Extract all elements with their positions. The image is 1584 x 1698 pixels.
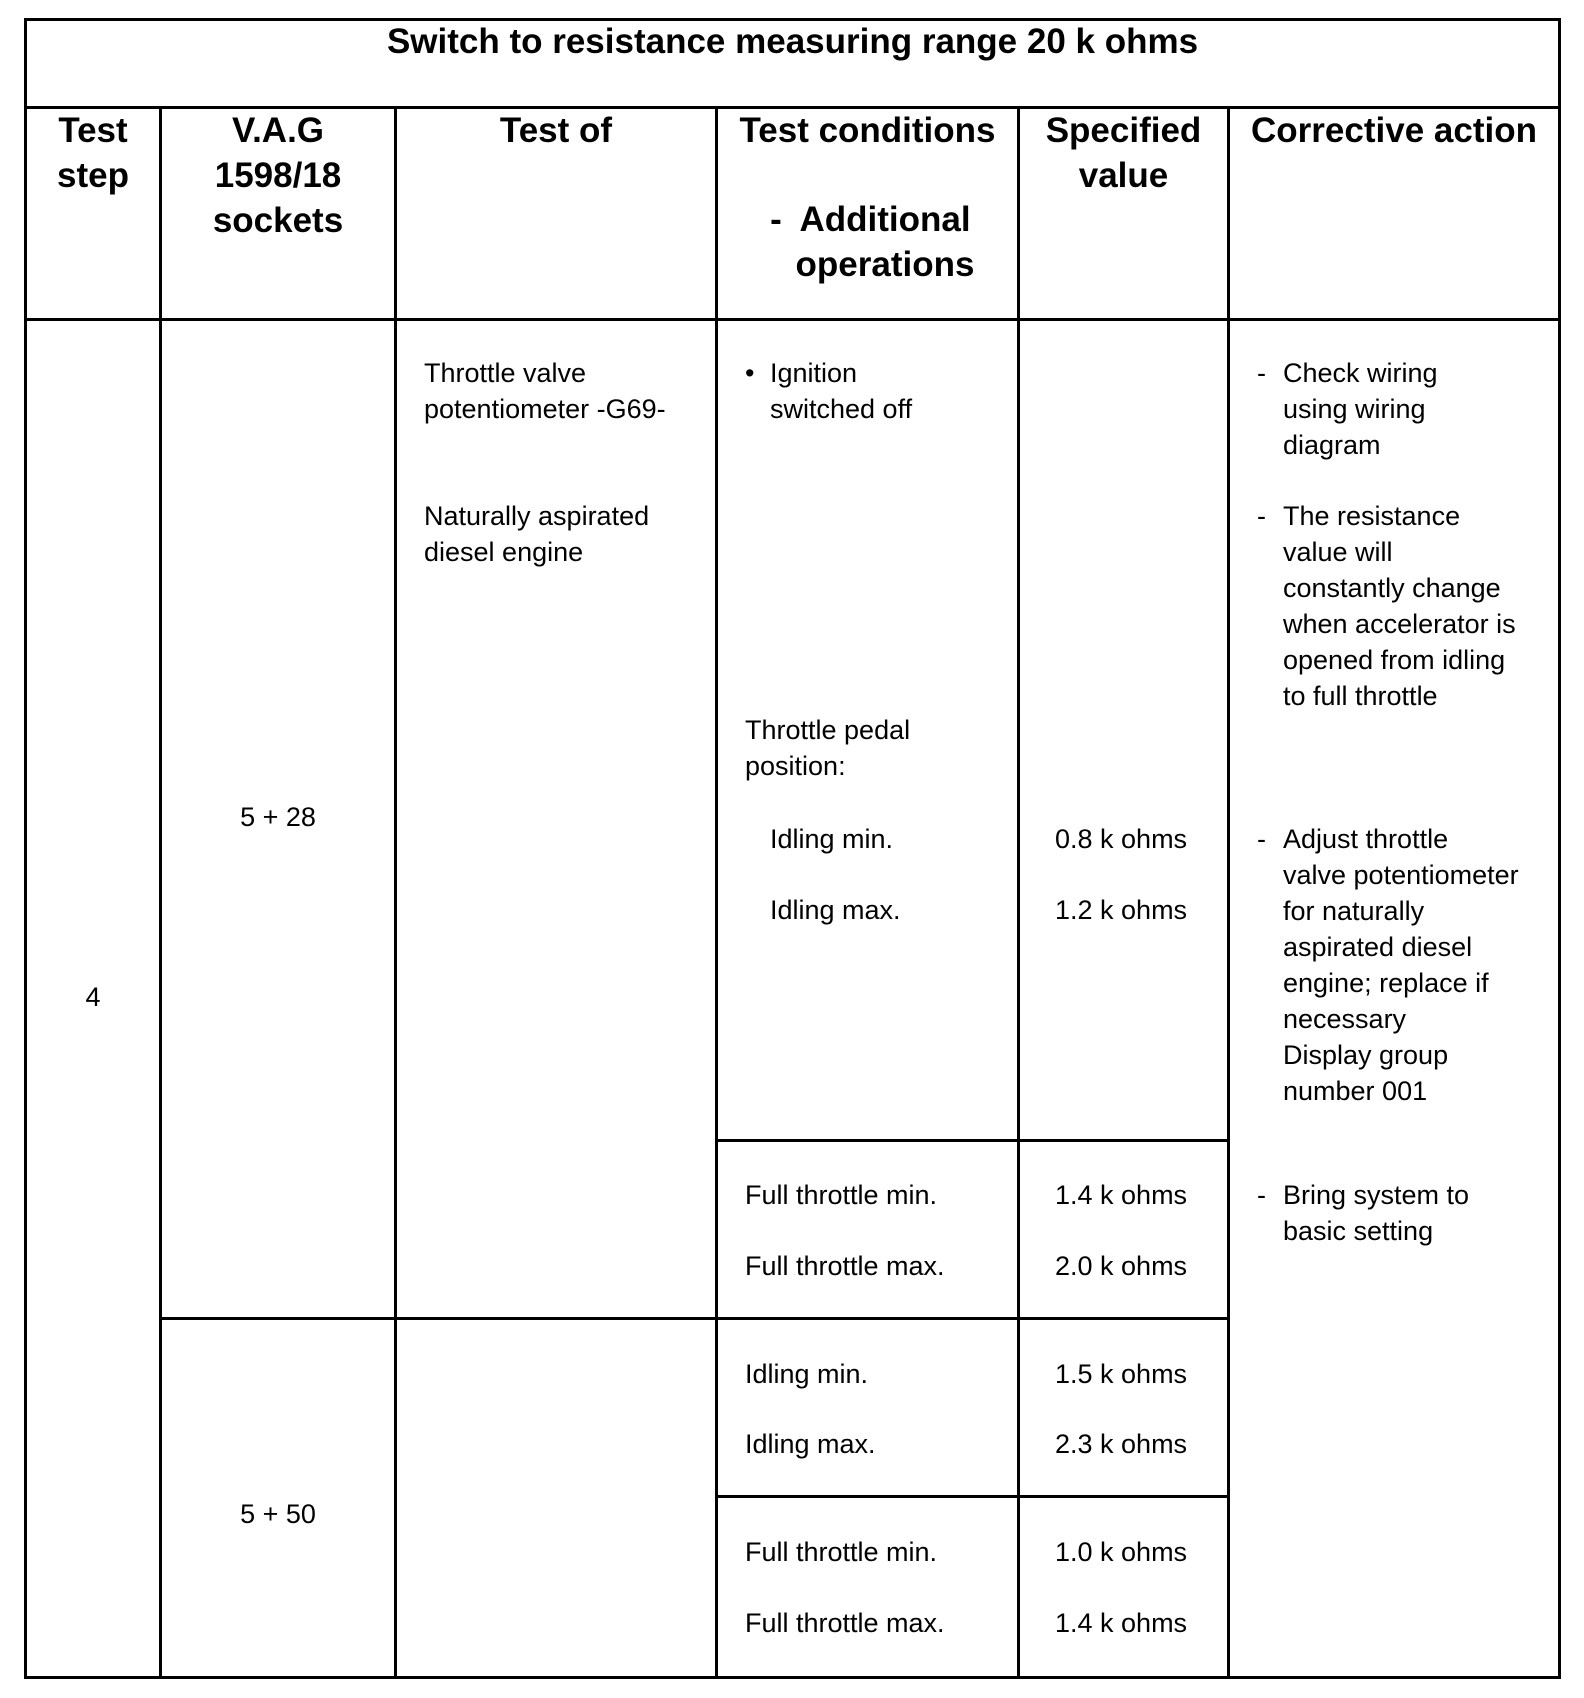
corrective-dash-2: - [1257, 501, 1266, 531]
test-of-engine: Naturally aspirated diesel engine [424, 501, 650, 567]
condition-full-max-g1: Full throttle max. [745, 1251, 945, 1281]
condition-ignition: Ignition switched off [770, 358, 913, 424]
table-border-left [24, 18, 27, 1679]
header-test-step: Test step [57, 111, 129, 195]
corrective-action-4: Bring system to basic setting [1283, 1180, 1470, 1246]
corrective-dash-1: - [1257, 358, 1266, 388]
condition-idle-min-g1: Idling min. [770, 824, 894, 854]
column-divider-1 [159, 106, 162, 1679]
condition-bullet: • [745, 358, 755, 388]
sockets-group-2: 5 + 50 [240, 1499, 316, 1529]
row-divider-full-throttle-1 [715, 1139, 1230, 1142]
value-full-min-g2: 1.0 k ohms [1055, 1537, 1188, 1567]
condition-pedal-position: Throttle pedal position: [745, 715, 911, 781]
column-divider-3 [715, 106, 718, 1679]
corrective-dash-4: - [1257, 1180, 1266, 1210]
header-divider-bottom [24, 318, 1561, 321]
table-border-bottom [24, 1676, 1561, 1679]
header-sockets: V.A.G 1598/18 sockets [212, 111, 344, 240]
corrective-action-2: The resistance value will constantly change when accelerator is opened from idling to full throttle [1283, 501, 1516, 711]
header-test-of: Test of [499, 111, 613, 150]
condition-full-min-g2: Full throttle min. [745, 1537, 938, 1567]
column-divider-5 [1227, 106, 1230, 1679]
header-conditions-dash: - [770, 200, 782, 239]
value-idle-min-g2: 1.5 k ohms [1055, 1359, 1188, 1389]
value-full-max-g2: 1.4 k ohms [1055, 1608, 1188, 1638]
condition-full-min-g1: Full throttle min. [745, 1180, 938, 1210]
row-divider-full-throttle-2 [715, 1495, 1230, 1498]
corrective-dash-3: - [1257, 824, 1266, 854]
header-additional-operations: Additional operations [795, 200, 975, 284]
condition-idle-min-g2: Idling min. [745, 1359, 869, 1389]
column-divider-4 [1017, 106, 1020, 1679]
table-title: Switch to resistance measuring range 20 k ohms [386, 22, 1199, 61]
row-divider-group-2 [159, 1317, 1230, 1320]
value-idle-max-g1: 1.2 k ohms [1055, 895, 1188, 925]
value-full-min-g1: 1.4 k ohms [1055, 1180, 1188, 1210]
sockets-group-1: 5 + 28 [240, 802, 316, 832]
value-idle-max-g2: 2.3 k ohms [1055, 1429, 1188, 1459]
condition-idle-max-g1: Idling max. [770, 895, 901, 925]
header-test-conditions: Test conditions [739, 111, 996, 150]
header-corrective-action: Corrective action [1251, 111, 1537, 150]
condition-full-max-g2: Full throttle max. [745, 1608, 945, 1638]
corrective-action-1: Check wiring using wiring diagram [1283, 358, 1438, 460]
value-full-max-g1: 2.0 k ohms [1055, 1251, 1188, 1281]
value-idle-min-g1: 0.8 k ohms [1055, 824, 1188, 854]
corrective-action-3: Adjust throttle valve potentiometer for naturally aspirated diesel engine; replace if necessary Display group number 001 [1283, 824, 1519, 1106]
header-specified-value: Specified value [1045, 111, 1202, 195]
condition-idle-max-g2: Idling max. [745, 1429, 876, 1459]
column-divider-2 [394, 106, 397, 1679]
table-border-right [1558, 18, 1561, 1679]
test-of-component: Throttle valve potentiometer -G69- [424, 358, 666, 424]
test-step-number: 4 [85, 982, 101, 1012]
